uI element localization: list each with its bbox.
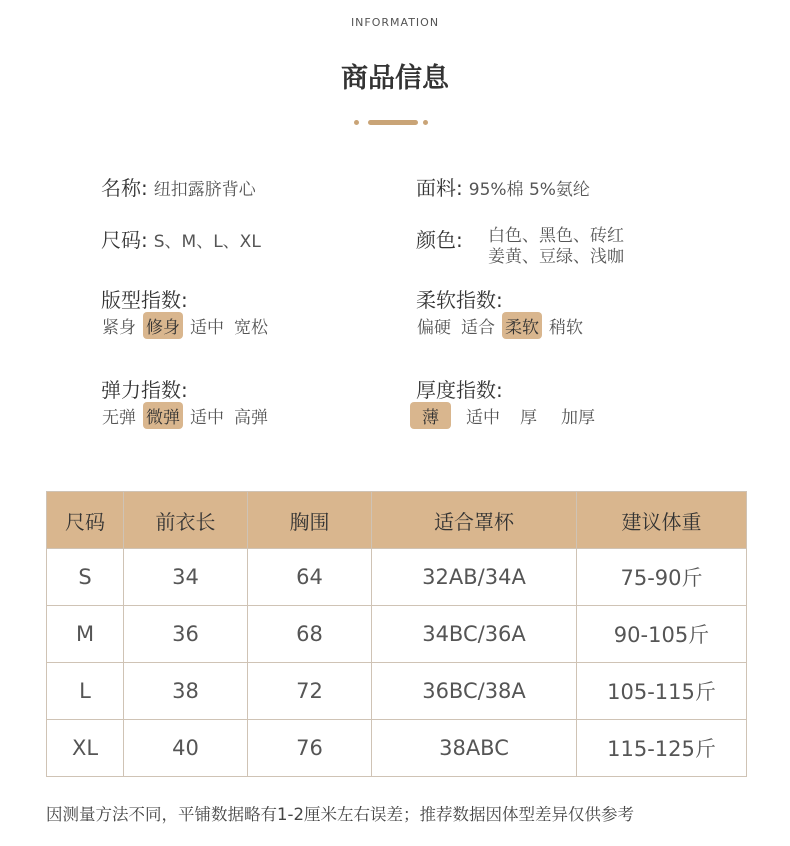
- table-header-cell: 前衣长: [124, 492, 248, 549]
- title-ornament: [354, 117, 434, 127]
- table-cell: 32AB/34A: [372, 549, 577, 606]
- index-option: 稍软: [549, 318, 583, 338]
- table-cell: 68: [248, 606, 372, 663]
- table-cell: 64: [248, 549, 372, 606]
- table-row: [47, 606, 747, 663]
- index-option: 厚: [520, 408, 537, 428]
- attr-size-value: S、M、L、XL: [153, 232, 261, 252]
- index-option: 适合: [461, 318, 495, 338]
- attr-name-label: 名称:: [101, 176, 148, 200]
- attr-fabric-value: 95%棉 5%氨纶: [468, 180, 590, 200]
- ornament-dot: [354, 120, 359, 125]
- table-row: [47, 663, 747, 720]
- table-row: [47, 720, 747, 777]
- attr-size-label: 尺码:: [101, 228, 148, 252]
- index-option-selected: 薄: [410, 402, 451, 429]
- table-cell: 105-115斤: [577, 663, 747, 720]
- index-option: 适中: [190, 318, 224, 338]
- table-cell: XL: [47, 720, 124, 777]
- index-option: 适中: [190, 408, 224, 428]
- attr-fabric: [416, 172, 590, 201]
- table-header-cell: 胸围: [248, 492, 372, 549]
- index-softness-options: [414, 312, 590, 339]
- attr-name: [101, 172, 256, 201]
- index-thickness-title: 厚度指数:: [416, 378, 503, 402]
- table-header-cell: 尺码: [47, 492, 124, 549]
- index-thickness-options: [410, 402, 602, 429]
- index-option-selected: 微弹: [143, 402, 183, 429]
- table-cell: 75-90斤: [577, 549, 747, 606]
- table-cell: 72: [248, 663, 372, 720]
- index-option: 紧身: [102, 318, 136, 338]
- index-fit-options: [99, 312, 275, 339]
- table-cell: 90-105斤: [577, 606, 747, 663]
- ornament-dot: [423, 120, 428, 125]
- index-option: 高弹: [234, 408, 268, 428]
- index-option-selected: 柔软: [502, 312, 542, 339]
- attr-name-value: 纽扣露脐背心: [153, 180, 256, 200]
- section-subtitle: INFORMATION: [350, 16, 440, 29]
- table-cell: S: [47, 549, 124, 606]
- attr-color-line: 白色、黑色、砖红: [488, 226, 624, 246]
- table-cell: M: [47, 606, 124, 663]
- table-header-cell: 适合罩杯: [372, 492, 577, 549]
- table-cell: 36BC/38A: [372, 663, 577, 720]
- table-cell: 34BC/36A: [372, 606, 577, 663]
- table-cell: 40: [124, 720, 248, 777]
- measurement-note: 因测量方法不同，平铺数据略有1-2厘米左右误差；推荐数据因体型差异仅供参考: [46, 805, 634, 824]
- index-elasticity-options: [99, 402, 275, 429]
- attr-color-label: 颜色:: [416, 228, 463, 252]
- index-elasticity-title: 弹力指数:: [101, 378, 188, 402]
- index-option: 加厚: [561, 408, 595, 428]
- attr-color-line: 姜黄、豆绿、浅咖: [488, 247, 624, 267]
- attr-color: [416, 224, 463, 253]
- index-option: 偏硬: [417, 318, 451, 338]
- attr-color-values: [488, 226, 624, 268]
- attr-fabric-label: 面料:: [416, 176, 463, 200]
- table-row: [47, 549, 747, 606]
- size-table: [46, 491, 747, 777]
- index-option: 无弹: [102, 408, 136, 428]
- table-cell: 38ABC: [372, 720, 577, 777]
- index-option: 适中: [466, 408, 500, 428]
- section-title: 商品信息: [341, 63, 449, 94]
- table-cell: 115-125斤: [577, 720, 747, 777]
- table-header-cell: 建议体重: [577, 492, 747, 549]
- table-cell: L: [47, 663, 124, 720]
- index-softness-title: 柔软指数:: [416, 288, 503, 312]
- index-fit-title: 版型指数:: [101, 288, 188, 312]
- index-option: 宽松: [234, 318, 268, 338]
- attr-size: [101, 224, 261, 253]
- table-cell: 36: [124, 606, 248, 663]
- ornament-bar: [368, 120, 418, 125]
- index-option-selected: 修身: [143, 312, 183, 339]
- table-cell: 34: [124, 549, 248, 606]
- table-cell: 76: [248, 720, 372, 777]
- table-header-row: [47, 492, 747, 549]
- table-cell: 38: [124, 663, 248, 720]
